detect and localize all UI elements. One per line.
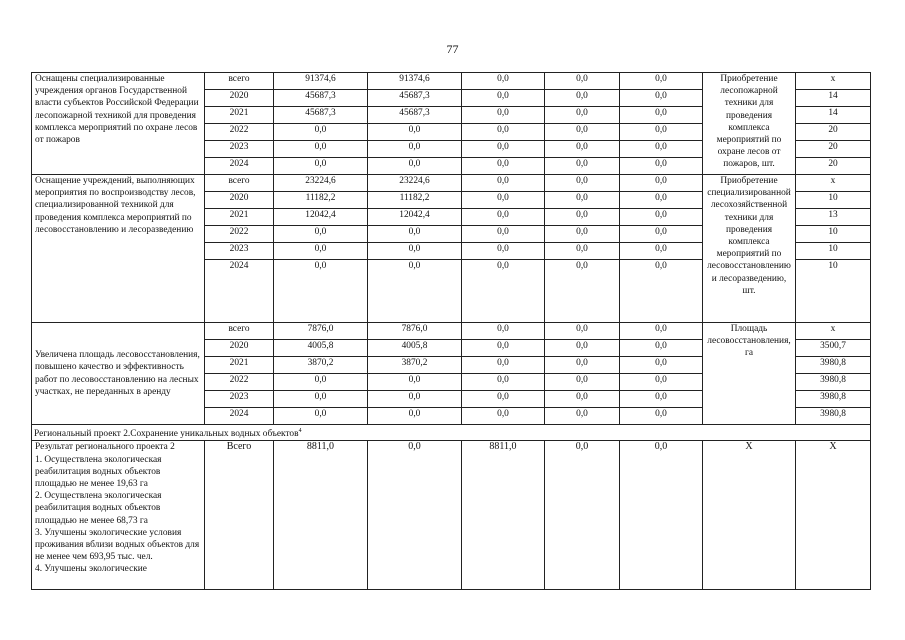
amount-cell: 0,0 — [462, 243, 545, 260]
amount-cell: 0,0 — [462, 209, 545, 226]
amount-cell: 0,0 — [620, 209, 703, 226]
amount-cell: 0,0 — [545, 243, 620, 260]
amount-cell: 45687,3 — [274, 107, 368, 124]
table-body — [32, 73, 871, 590]
amount-cell: 23224,6 — [274, 175, 368, 192]
amount-cell: 0,0 — [545, 260, 620, 323]
year-cell: 2020 — [205, 340, 274, 357]
indicator-value: 3500,7 — [796, 340, 871, 357]
amount-cell: 0,0 — [620, 90, 703, 107]
amount-cell: 0,0 — [545, 141, 620, 158]
amount-cell: 4005,8 — [368, 340, 462, 357]
amount-cell: 0,0 — [620, 374, 703, 391]
amount-cell: 0,0 — [620, 243, 703, 260]
result-description: Результат регионального проекта 2 1. Осуществлена экологическая реабилитация водных объектов площадью не менее 19,63 га 2. Осуществлена экологическая реабилитация водных объектов площадью не менее 68,73 га 3. Улучшены экологические условия проживания вблизи водных объектов для не менее чем 693,95 тыс. чел. 4. Улучшены экологические — [32, 441, 205, 590]
amount-cell: 0,0 — [368, 408, 462, 425]
amount-cell: 7876,0 — [274, 323, 368, 340]
amount-cell: 0,0 — [620, 107, 703, 124]
amount-cell: 0,0 — [368, 391, 462, 408]
amount-cell: 0,0 — [620, 175, 703, 192]
amount-cell: 0,0 — [620, 73, 703, 90]
indicator-value: 3980,8 — [796, 408, 871, 425]
indicator-value: 10 — [796, 226, 871, 243]
amount-cell: 0,0 — [274, 260, 368, 323]
amount-cell: 0,0 — [620, 391, 703, 408]
amount-cell: 0,0 — [545, 175, 620, 192]
indicator-value: 20 — [796, 141, 871, 158]
amount-cell: 0,0 — [620, 124, 703, 141]
activity-description: Оснащены специализированные учреждения органов Государственной власти субъектов Российской Федерации лесопожарной техникой для проведения комплекса мероприятий по охране лесов от пожаров — [32, 73, 205, 175]
indicator-name: Приобретение специализированной лесохозяйственной техники для проведения комплекса мероприятий по лесовосстановлению и лесоразведению, шт. — [703, 175, 796, 323]
amount-cell: 0,0 — [620, 408, 703, 425]
amount-cell: 0,0 — [462, 260, 545, 323]
activity-description: Увеличена площадь лесовосстановления, повышено качество и эффективность работ по лесовосстановлению на лесных участках, не переданных в аренду — [32, 323, 205, 425]
indicator-name: Площадь лесовосстановления, га — [703, 323, 796, 425]
year-cell: 2021 — [205, 357, 274, 374]
amount-cell: 0,0 — [274, 141, 368, 158]
amount-cell: 0,0 — [545, 323, 620, 340]
page-number: 77 — [446, 42, 459, 56]
year-cell: 2020 — [205, 192, 274, 209]
year-cell: всего — [205, 323, 274, 340]
indicator-value: 14 — [796, 90, 871, 107]
amount-cell: 0,0 — [545, 408, 620, 425]
amount-cell: 0,0 — [620, 340, 703, 357]
amount-cell: 0,0 — [620, 357, 703, 374]
amount-cell: 0,0 — [620, 192, 703, 209]
amount-cell: 0,0 — [368, 374, 462, 391]
table-row — [32, 323, 871, 340]
amount-cell: 8811,0 — [274, 441, 368, 590]
amount-cell: 0,0 — [462, 73, 545, 90]
amount-cell: 0,0 — [368, 226, 462, 243]
year-cell: Всего — [205, 441, 274, 590]
year-cell: 2022 — [205, 374, 274, 391]
amount-cell: 0,0 — [462, 357, 545, 374]
amount-cell: 0,0 — [274, 408, 368, 425]
year-cell: 2024 — [205, 408, 274, 425]
amount-cell: 0,0 — [462, 391, 545, 408]
amount-cell: 0,0 — [545, 192, 620, 209]
amount-cell: 0,0 — [462, 175, 545, 192]
amount-cell: 0,0 — [274, 158, 368, 175]
amount-cell: 0,0 — [274, 124, 368, 141]
indicator-value: 20 — [796, 124, 871, 141]
indicator-value: 10 — [796, 243, 871, 260]
amount-cell: 0,0 — [545, 226, 620, 243]
indicator-value: х — [796, 323, 871, 340]
result-row — [32, 441, 871, 590]
amount-cell: 0,0 — [368, 158, 462, 175]
amount-cell: 7876,0 — [368, 323, 462, 340]
amount-cell: 0,0 — [462, 408, 545, 425]
year-cell: 2022 — [205, 226, 274, 243]
table-row — [32, 73, 871, 90]
indicator-value: 3980,8 — [796, 374, 871, 391]
amount-cell: 0,0 — [620, 260, 703, 323]
section-title-cell — [32, 425, 871, 441]
indicator-value: 3980,8 — [796, 391, 871, 408]
amount-cell: 45687,3 — [274, 90, 368, 107]
amount-cell: 0,0 — [545, 441, 620, 590]
amount-cell: 91374,6 — [368, 73, 462, 90]
year-cell: 2023 — [205, 141, 274, 158]
year-cell: 2024 — [205, 260, 274, 323]
amount-cell: 23224,6 — [368, 175, 462, 192]
indicator-value: 10 — [796, 192, 871, 209]
amount-cell: 45687,3 — [368, 90, 462, 107]
amount-cell: 0,0 — [368, 243, 462, 260]
amount-cell: 11182,2 — [274, 192, 368, 209]
year-cell: всего — [205, 73, 274, 90]
year-cell: 2021 — [205, 209, 274, 226]
indicator-value: Х — [796, 441, 871, 590]
amount-cell: 0,0 — [462, 226, 545, 243]
amount-cell: 45687,3 — [368, 107, 462, 124]
amount-cell: 0,0 — [620, 323, 703, 340]
amount-cell: 0,0 — [545, 124, 620, 141]
amount-cell: 3870,2 — [368, 357, 462, 374]
amount-cell: 0,0 — [462, 323, 545, 340]
amount-cell: 0,0 — [462, 158, 545, 175]
footnote-mark: 4 — [298, 428, 302, 434]
amount-cell: 0,0 — [462, 374, 545, 391]
amount-cell: 0,0 — [368, 141, 462, 158]
amount-cell: 0,0 — [545, 374, 620, 391]
amount-cell: 0,0 — [545, 391, 620, 408]
amount-cell: 0,0 — [545, 90, 620, 107]
section-title: Региональный проект 2.Сохранение уникальных водных объектов — [34, 429, 299, 440]
year-cell: 2020 — [205, 90, 274, 107]
amount-cell: 0,0 — [274, 391, 368, 408]
indicator-value: 20 — [796, 158, 871, 175]
indicator-value: х — [796, 73, 871, 90]
amount-cell: 0,0 — [545, 73, 620, 90]
indicator-value: х — [796, 175, 871, 192]
table-row — [32, 175, 871, 192]
year-cell: 2022 — [205, 124, 274, 141]
amount-cell: 0,0 — [620, 441, 703, 590]
amount-cell: 0,0 — [545, 107, 620, 124]
amount-cell: 0,0 — [462, 107, 545, 124]
amount-cell: 0,0 — [545, 158, 620, 175]
amount-cell: 12042,4 — [368, 209, 462, 226]
year-cell: 2024 — [205, 158, 274, 175]
amount-cell: 91374,6 — [274, 73, 368, 90]
amount-cell: 0,0 — [545, 209, 620, 226]
year-cell: всего — [205, 175, 274, 192]
indicator-value: Х — [703, 441, 796, 590]
amount-cell: 8811,0 — [462, 441, 545, 590]
amount-cell: 12042,4 — [274, 209, 368, 226]
amount-cell: 0,0 — [462, 141, 545, 158]
amount-cell: 0,0 — [368, 441, 462, 590]
amount-cell: 0,0 — [274, 243, 368, 260]
amount-cell: 0,0 — [620, 226, 703, 243]
amount-cell: 0,0 — [274, 226, 368, 243]
year-cell: 2023 — [205, 391, 274, 408]
amount-cell: 3870,2 — [274, 357, 368, 374]
year-cell: 2021 — [205, 107, 274, 124]
year-cell: 2023 — [205, 243, 274, 260]
activity-description: Оснащение учреждений, выполняющих мероприятия по воспроизводству лесов, специализированной техникой для проведения комплекса мероприятий по лесовосстановлению и лесоразведению — [32, 175, 205, 323]
amount-cell: 0,0 — [545, 340, 620, 357]
section-row — [32, 425, 871, 441]
amount-cell: 0,0 — [462, 124, 545, 141]
indicator-value: 3980,8 — [796, 357, 871, 374]
amount-cell: 0,0 — [368, 260, 462, 323]
amount-cell: 4005,8 — [274, 340, 368, 357]
indicator-value: 13 — [796, 209, 871, 226]
amount-cell: 0,0 — [462, 192, 545, 209]
budget-table — [31, 72, 871, 590]
indicator-name: Приобретение лесопожарной техники для проведения комплекса мероприятий по охране лесов от пожаров, шт. — [703, 73, 796, 175]
amount-cell: 0,0 — [368, 124, 462, 141]
indicator-value: 10 — [796, 260, 871, 323]
amount-cell: 11182,2 — [368, 192, 462, 209]
amount-cell: 0,0 — [545, 357, 620, 374]
amount-cell: 0,0 — [620, 158, 703, 175]
indicator-value: 14 — [796, 107, 871, 124]
amount-cell: 0,0 — [620, 141, 703, 158]
amount-cell: 0,0 — [462, 90, 545, 107]
amount-cell: 0,0 — [462, 340, 545, 357]
amount-cell: 0,0 — [274, 374, 368, 391]
